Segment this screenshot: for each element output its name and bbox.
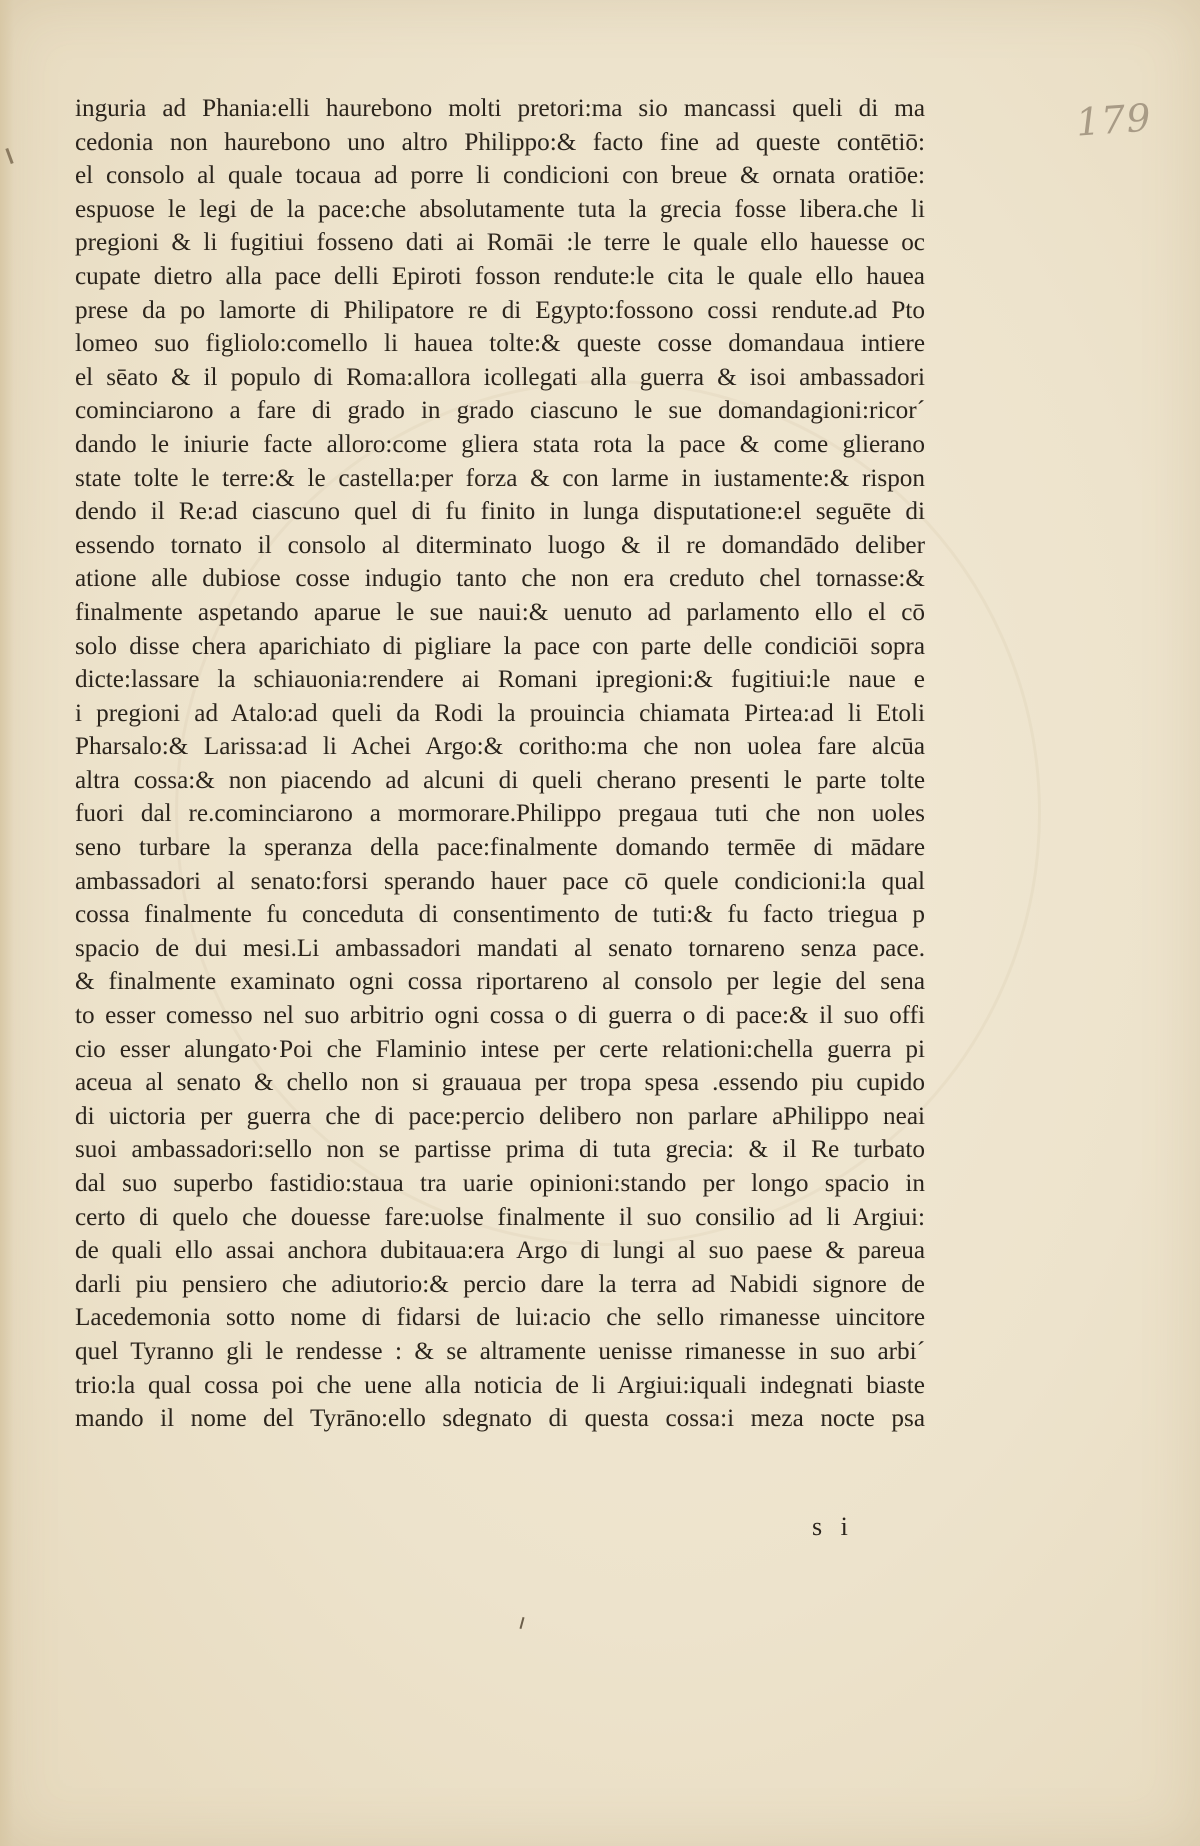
text-line: lomeo suo figliolo:comello li hauea tolte:& queste cosse domandaua intiere bbox=[75, 330, 925, 358]
text-line: certo di quelo che douesse fare:uolse finalmente il suo consilio ad li Argiui: bbox=[75, 1203, 925, 1231]
text-line: finalmente aspetando aparue le sue naui:& uenuto ad parlamento ello el cō bbox=[75, 598, 925, 626]
folio-number: 179 bbox=[1075, 95, 1154, 145]
text-line: & finalmente examinato ogni cossa riportareno al consolo per legie del sena bbox=[75, 968, 925, 996]
text-line: cio esser alungato·Poi che Flaminio intese per certe relationi:chella guerra pi bbox=[75, 1035, 925, 1063]
text-line: dando le iniurie facte alloro:come gliera stata rota la pace & come glierano bbox=[75, 430, 925, 458]
text-line: state tolte le terre:& le castella:per forza & con larme in iustamente:& rispon bbox=[75, 464, 925, 492]
text-line: inguria ad Phania:elli haurebono molti pretori:ma sio mancassi queli di ma bbox=[75, 95, 925, 122]
text-line: darli piu pensiero che adiutorio:& percio dare la terra ad Nabidi signore de bbox=[75, 1270, 925, 1298]
text-line: mando il nome del Tyrāno:ello sdegnato di questa cossa:i meza nocte psa bbox=[75, 1405, 925, 1433]
signature-mark: s i bbox=[812, 1512, 854, 1541]
text-line: altra cossa:& non piacendo ad alcuni di queli cherano presenti le parte tolte bbox=[75, 766, 925, 794]
text-block bbox=[75, 92, 925, 1436]
text-line: cominciarono a fare di grado in grado ciascuno le sue domandagioni:ricor´ bbox=[75, 397, 925, 425]
text-line: aceua al senato & chello non si grauaua per tropa spesa .essendo piu cupido bbox=[75, 1069, 925, 1097]
text-line: solo disse chera aparichiato di pigliare la pace con parte delle condiciōi sopra bbox=[75, 632, 925, 660]
text-line: dicte:lassare la schiauonia:rendere ai Romani ipregioni:& fugitiui:le naue e bbox=[75, 666, 925, 694]
text-line: ambassadori al senato:forsi sperando hauer pace cō quele condicioni:la qual bbox=[75, 867, 925, 895]
text-line: el sēato & il populo di Roma:allora icollegati alla guerra & isoi ambassadori bbox=[75, 363, 925, 391]
text-line: el consolo al quale tocaua ad porre li condicioni con breue & ornata oratiōe: bbox=[75, 162, 925, 190]
text-line: i pregioni ad Atalo:ad queli da Rodi la prouincia chiamata Pirtea:ad li Etoli bbox=[75, 699, 925, 727]
text-line: cedonia non haurebono uno altro Philippo:& facto fine ad queste contētiō: bbox=[75, 128, 925, 156]
text-line: espuose le legi de la pace:che absolutamente tuta la grecia fosse libera.che li bbox=[75, 195, 925, 223]
text-line: cupate dietro alla pace delli Epiroti fosson rendute:le cita le quale ello hauea bbox=[75, 262, 925, 290]
text-line: pregioni & li fugitiui fosseno dati ai Romāi :le terre le quale ello hauesse oc bbox=[75, 229, 925, 257]
text-line: de quali ello assai anchora dubitaua:era Argo di lungi al suo paese & pareua bbox=[75, 1237, 925, 1265]
text-line: quel Tyranno gli le rendesse : & se altramente uenisse rimanesse in suo arbi´ bbox=[75, 1337, 925, 1365]
text-line: atione alle dubiose cosse indugio tanto che non era creduto chel tornasse:& bbox=[75, 565, 925, 593]
text-line: dal suo superbo fastidio:staua tra uarie opinioni:stando per longo spacio in bbox=[75, 1170, 925, 1197]
text-line: to esser comesso nel suo arbitrio ogni cossa o di guerra o di pace:& il suo offi bbox=[75, 1002, 925, 1030]
text-line: seno turbare la speranza della pace:finalmente domando termēe di mādare bbox=[75, 834, 925, 862]
text-line: Lacedemonia sotto nome di fidarsi de lui:acio che sello rimanesse uincitore bbox=[75, 1304, 925, 1332]
text-line: cossa finalmente fu conceduta di consentimento de tuti:& fu facto triegua p bbox=[75, 901, 925, 929]
text-line: trio:la qual cossa poi che uene alla noticia de li Argiui:iquali indegnati biaste bbox=[75, 1371, 925, 1399]
text-line: di uictoria per guerra che di pace:percio delibero non parlare aPhilippo neai bbox=[75, 1102, 925, 1130]
text-line: fuori dal re.cominciarono a mormorare.Philippo pregaua tuti che non uoles bbox=[75, 800, 925, 828]
ink-speck bbox=[519, 1617, 524, 1629]
text-line: spacio de dui mesi.Li ambassadori mandati al senato tornareno senza pace. bbox=[75, 934, 925, 962]
text-line: suoi ambassadori:sello non se partisse prima di tuta grecia: & il Re turbato bbox=[75, 1136, 925, 1164]
page-edge-shadow bbox=[0, 0, 14, 1846]
text-line: dendo il Re:ad ciascuno quel di fu finito in lunga disputatione:el seguēte di bbox=[75, 498, 925, 526]
text-line: essendo tornato il consolo al diterminato luogo & il re domandādo deliber bbox=[75, 531, 925, 559]
text-line: Pharsalo:& Larissa:ad li Achei Argo:& coritho:ma che non uolea fare alcūa bbox=[75, 733, 925, 761]
text-line: prese da po lamorte di Philipatore re di Egypto:fossono cossi rendute.ad Pto bbox=[75, 296, 925, 324]
